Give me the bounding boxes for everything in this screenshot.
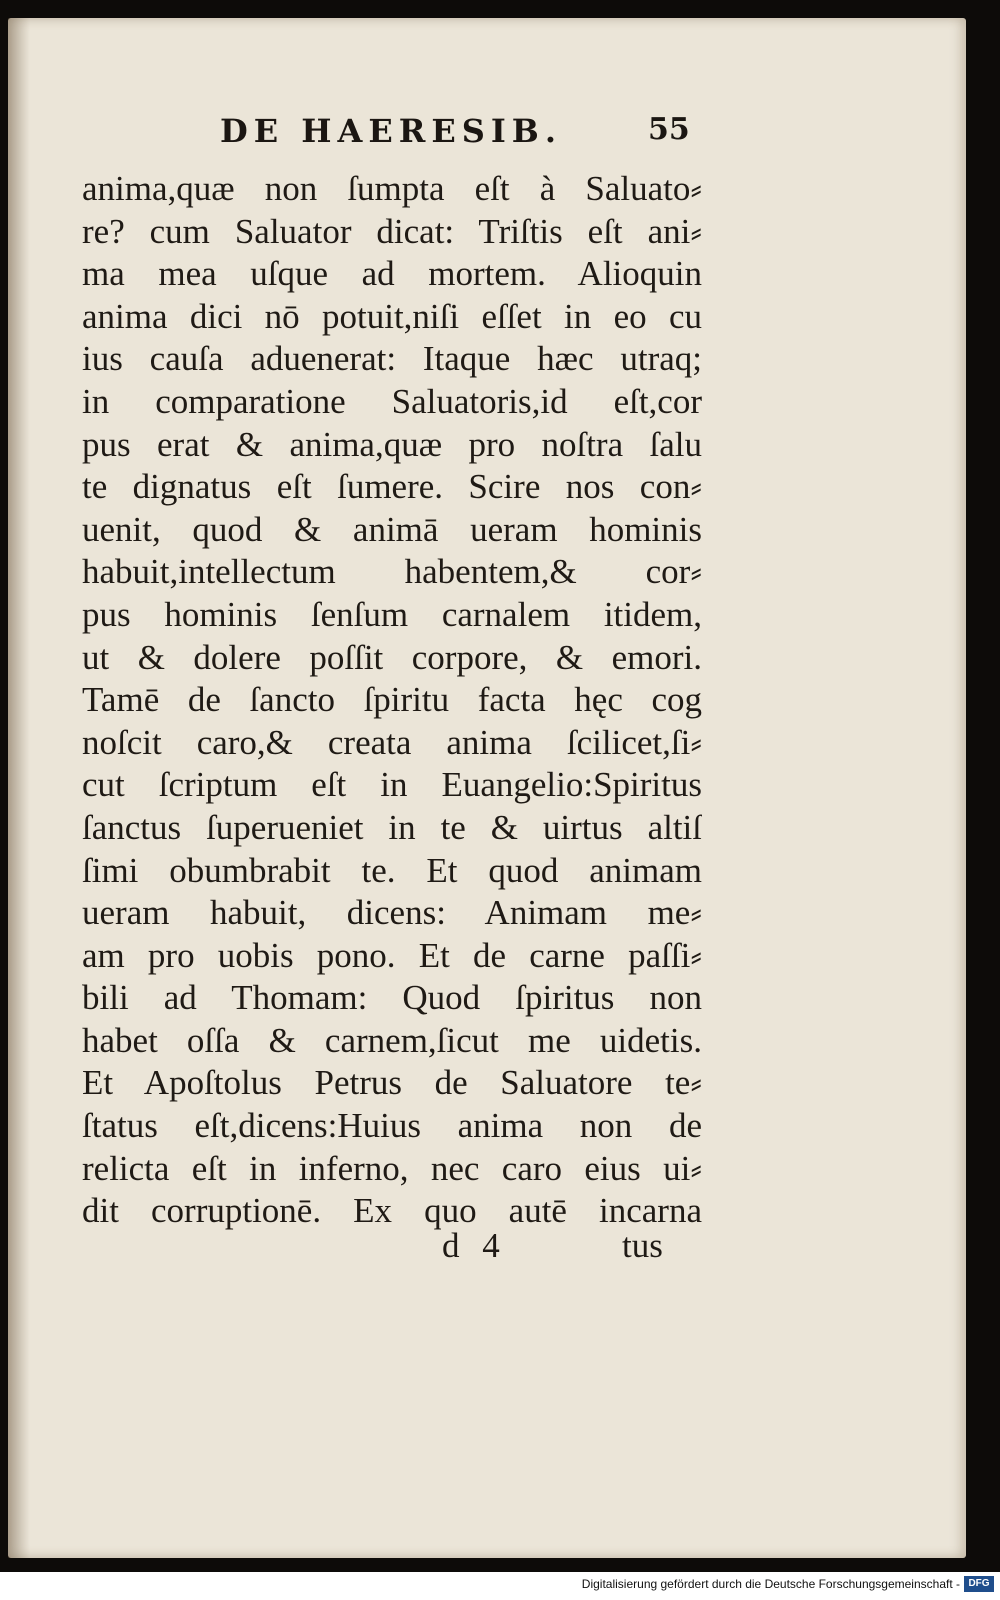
text-line: habuit,intellectum habentem,& cor⸗ bbox=[82, 552, 702, 592]
funding-credit: Digitalisierung gefördert durch die Deutsche Forschungsgemeinschaft - bbox=[581, 1577, 960, 1591]
text-line: habet oſſa & carnem,ſicut me uidetis. bbox=[82, 1020, 702, 1060]
text-line: am pro uobis pono. Et de carne paſſi⸗ bbox=[82, 935, 702, 975]
text-block bbox=[82, 168, 702, 1233]
footer-bar bbox=[0, 1572, 1000, 1600]
text-line: dit corruptionē. Ex quo autē incarna bbox=[82, 1191, 702, 1231]
spine-shadow bbox=[8, 18, 30, 1558]
text-line: anima,quæ non ſumpta eſt à Saluato⸗ bbox=[82, 169, 702, 208]
text-line: ſanctus ſuperueniet in te & uirtus altiſ bbox=[82, 807, 702, 847]
book-page bbox=[8, 18, 966, 1558]
text-line: uenit, quod & animā ueram hominis bbox=[82, 509, 702, 549]
text-line: te dignatus eſt ſumere. Scire nos con⸗ bbox=[82, 467, 702, 507]
running-head: DE HAERESIB. bbox=[220, 112, 562, 150]
text-line: anima dici nō potuit,niſi eſſet in eo cu bbox=[82, 296, 702, 336]
text-line: cut ſcriptum eſt in Euangelio:Spiritus bbox=[82, 765, 702, 805]
text-line: relicta eſt in inferno, nec caro eius ui⸗ bbox=[82, 1148, 702, 1188]
text-line: Et Apoſtolus Petrus de Saluatore te⸗ bbox=[82, 1063, 702, 1103]
text-line: pus hominis ſenſum carnalem itidem, bbox=[82, 594, 702, 634]
text-line: Tamē de ſancto ſpiritu facta hęc cog bbox=[82, 680, 702, 720]
text-line: ut & dolere poſſit corpore, & emori. bbox=[82, 637, 702, 677]
text-line: noſcit caro,& creata anima ſcilicet,ſi⸗ bbox=[82, 722, 702, 762]
text-line: ſtatus eſt,dicens:Huius anima non de bbox=[82, 1106, 702, 1146]
signature-mark: d 4 bbox=[442, 1226, 500, 1265]
dfg-logo-icon: DFG bbox=[964, 1576, 994, 1592]
catchword: tus bbox=[622, 1226, 663, 1265]
page-number: 55 bbox=[648, 112, 690, 147]
signature-line bbox=[82, 1226, 702, 1270]
text-line: ueram habuit, dicens: Animam me⸗ bbox=[82, 893, 702, 933]
text-line: ius cauſa aduenerat: Itaque hæc utraq; bbox=[82, 339, 702, 379]
text-line: ſimi obumbrabit te. Et quod animam bbox=[82, 850, 702, 890]
text-line: pus erat & anima,quæ pro noſtra ſalu bbox=[82, 424, 702, 464]
text-line: bili ad Thomam: Quod ſpiritus non bbox=[82, 978, 702, 1018]
text-line: ma mea uſque ad mortem. Alioquin bbox=[82, 254, 702, 294]
text-line: in comparatione Saluatoris,id eſt,cor bbox=[82, 381, 702, 421]
text-line: re? cum Saluator dicat: Triſtis eſt ani⸗ bbox=[82, 211, 702, 251]
